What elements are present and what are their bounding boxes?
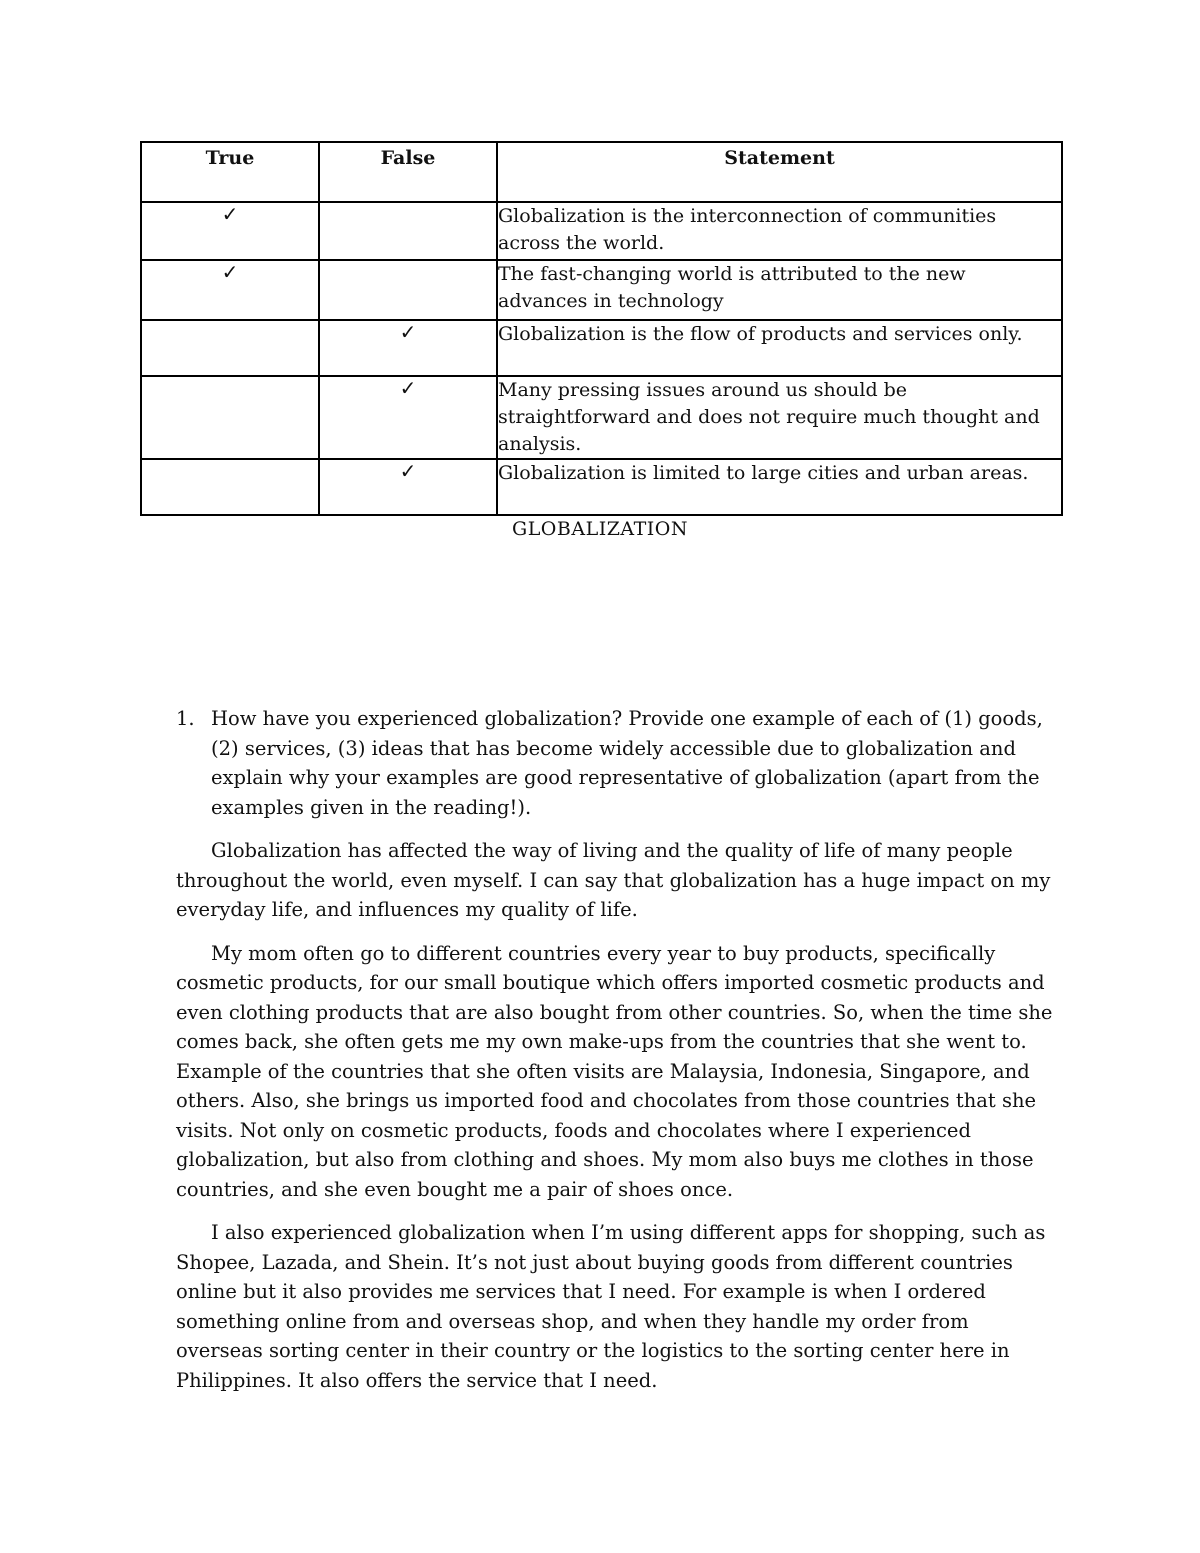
check-icon: ✓ [399, 376, 417, 400]
question-item [176, 704, 1060, 822]
check-icon: ✓ [399, 320, 417, 344]
check-icon: ✓ [221, 202, 239, 226]
header-statement: Statement [497, 142, 1062, 202]
table-header-row [141, 142, 1062, 202]
true-cell [141, 376, 319, 459]
false-cell [319, 459, 497, 515]
false-cell [319, 320, 497, 376]
essay-body [176, 704, 1060, 1409]
true-cell [141, 320, 319, 376]
question-number: 1. [176, 707, 195, 730]
true-cell [141, 260, 319, 320]
question-text: How have you experienced globalization? Provide one example of each of (1) goods, (2) services, (3) ideas that has become widely accessible due to globalization and explain why your examples are good representative of globalization (apart from the examples given in the reading!). [211, 707, 1043, 819]
header-false: False [319, 142, 497, 202]
answer-paragraph: Globalization has affected the way of living and the quality of life of many people throughout the world, even myself. I can say that globalization has a huge impact on my everyday life, and influences my quality of life. [176, 839, 1051, 921]
table-caption: GLOBALIZATION [512, 518, 688, 540]
check-icon: ✓ [399, 459, 417, 483]
false-cell [319, 260, 497, 320]
statement-cell: Globalization is the flow of products and services only. [497, 320, 1062, 376]
statement-cell: The fast-changing world is attributed to the new advances in technology [497, 260, 1062, 320]
statement-cell: Globalization is limited to large cities and urban areas. [497, 459, 1062, 515]
check-icon: ✓ [221, 260, 239, 284]
answer-paragraph: My mom often go to different countries every year to buy products, specifically cosmetic products, for our small boutique which offers imported cosmetic products and even clothing products that are also bought from other countries. So, when the time she comes back, she often gets me my own make-ups from the countries that she went to. Example of the countries that she often visits are Malaysia, Indonesia, Singapore, and others. Also, she brings us imported food and chocolates from those countries that she visits. Not only on cosmetic products, foods and chocolates where I experienced globalization, but also from clothing and shoes. My mom also buys me clothes in those countries, and she even bought me a pair of shoes once. [176, 941, 1053, 1201]
false-cell [319, 376, 497, 459]
table-row [141, 376, 1062, 459]
header-true: True [141, 142, 319, 202]
table-row [141, 202, 1062, 260]
true-cell [141, 202, 319, 260]
statement-cell: Many pressing issues around us should be straightforward and does not require much thought and analysis. [497, 376, 1062, 459]
table-row [141, 320, 1062, 376]
true-cell [141, 459, 319, 515]
table-row [141, 260, 1062, 320]
true-false-table [140, 141, 1063, 516]
table-row [141, 459, 1062, 515]
false-cell [319, 202, 497, 260]
statement-cell: Globalization is the interconnection of communities across the world. [497, 202, 1062, 260]
answer-paragraph: I also experienced globalization when I’m using different apps for shopping, such as Shopee, Lazada, and Shein. It’s not just about buying goods from different countries online but it also provides me services that I need. For example is when I ordered something online from and overseas shop, and when they handle my order from overseas sorting center in their country or the logistics to the sorting center here in Philippines. It also offers the service that I need. [176, 1221, 1046, 1392]
